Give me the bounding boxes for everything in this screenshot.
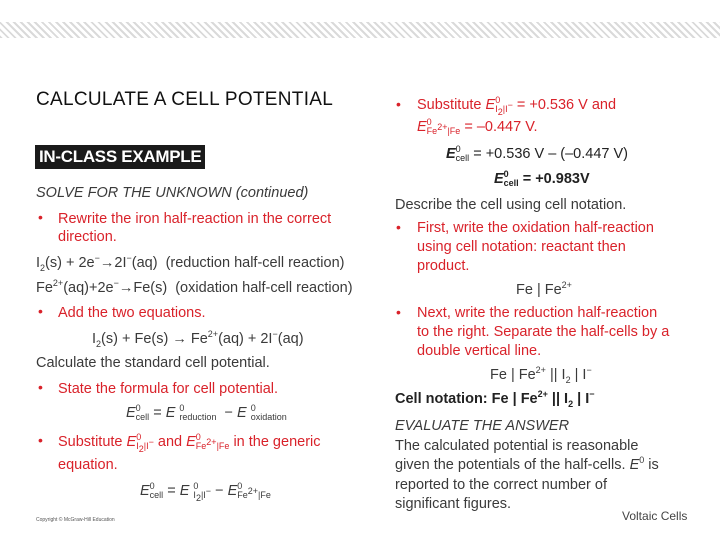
evaluate-line2: given the potentials of the half-cells. $E^0$ is (395, 455, 659, 473)
next-step-line1: Next, write the reduction half-reaction (417, 305, 658, 321)
slide-title: CALCULATE A CELL POTENTIAL (36, 89, 334, 110)
cell-notation-answer: Cell notation: Fe | $Fe^{2+}$ || $I_2$ | I− (395, 389, 595, 409)
next-step-line2: to the right. Separate the half-cells by a (417, 324, 670, 340)
bullet-icon: • (38, 432, 43, 448)
copyright-notice: Copyright © McGraw-Hill Education (36, 517, 115, 523)
cell-potential-formula: E0 cell = E 0 reduction − E 0 oxidation (126, 403, 287, 423)
state-formula-step: State the formula for cell potential. (58, 381, 279, 397)
bullet-icon: • (38, 209, 43, 225)
first-step-line2: using cell notation: reactant then (417, 239, 626, 255)
bullet-icon: • (38, 379, 43, 395)
evaluate-heading: EVALUATE THE ANSWER (395, 418, 570, 434)
full-notation: Fe | $Fe^{2+}$ || $I_2$ | I− (490, 365, 592, 385)
bullet-icon: • (396, 219, 401, 235)
in-class-example-badge: IN-CLASS EXAMPLE (35, 145, 205, 169)
substitute-step: Substitute E0 $I_2|I^-$ and E0 $Fe^{2+}|Fe$ in the generic (58, 432, 321, 454)
rewrite-step-line2: direction. (58, 229, 117, 245)
overall-reaction: $I_2(s) + Fe(s) \to Fe^{2+}(aq) + 2I^-(aq)$ (92, 329, 304, 349)
oxidation-notation: Fe | $Fe^{2+}$ (516, 280, 572, 298)
bullet-icon: • (396, 304, 401, 320)
decorative-top-band (0, 22, 720, 38)
first-step-line3: product. (417, 258, 470, 274)
first-step-line1: First, write the oxidation half-reaction (417, 220, 654, 236)
bullet-icon: • (396, 96, 401, 112)
evaluate-line3: reported to the correct number of (395, 477, 607, 493)
next-step-line3: double vertical line. (417, 343, 542, 359)
calculate-step: Calculate the standard cell potential. (36, 355, 270, 371)
evaluate-line1: The calculated potential is reasonable (395, 438, 639, 454)
substitute-values-line1: Substitute E0 $I_2|I^- = +0.536$ V and (417, 95, 617, 117)
substitute-values-line2: E0 $Fe^{2+}|Fe = -0.447$ V. (417, 117, 538, 137)
reduction-reaction: $I_2(s) + 2e^-\to 2I^-(aq)$ (reduction half-cell reaction) (36, 253, 345, 273)
evaluate-line4: significant figures. (395, 496, 512, 512)
calculation-line: E0 cell = +0.536 V – (–0.447 V) (446, 144, 628, 164)
result-line: E0 cell = +0.983V (494, 169, 590, 189)
substituted-formula: E0 cell = E 0 $I_2|I^- - E0$ $Fe^{2+}|Fe$ (140, 481, 271, 503)
oxidation-reaction: $Fe^{2+}(aq)+2e^-\to Fe(s)$ (oxidation half-cell reaction) (36, 278, 353, 296)
solve-heading: SOLVE FOR THE UNKNOWN (continued) (36, 185, 309, 201)
rewrite-step-line1: Rewrite the iron half-reaction in the correct (58, 211, 332, 227)
substitute-step-line2: equation. (58, 457, 118, 473)
describe-step: Describe the cell using cell notation. (395, 197, 627, 213)
slide-topic: Voltaic Cells (622, 509, 688, 523)
add-equations-step: Add the two equations. (58, 305, 206, 321)
bullet-icon: • (38, 303, 43, 319)
